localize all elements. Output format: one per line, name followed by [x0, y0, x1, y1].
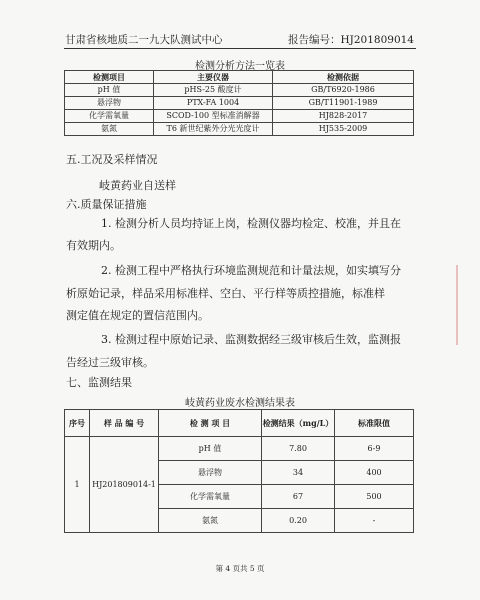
cell: HJ828-2017 [273, 110, 414, 123]
col-header: 序号 [65, 410, 90, 437]
cell: HJ535-2009 [273, 123, 414, 136]
report-number: 报告编号：HJ201809014 [288, 34, 414, 46]
org-name: 甘肃省核地质二一九大队测试中心 [65, 34, 223, 46]
cell: 400 [335, 461, 414, 485]
cell: pH 值 [159, 437, 262, 461]
qa-item-3-line1: 3. 检测过程中原始记录、监测数据经三级审核后生效，监测报 [101, 333, 401, 346]
cell: 化学需氧量 [65, 110, 154, 123]
cell: 氨氮 [65, 123, 154, 136]
section-6-title: 六.质量保证措施 [66, 198, 147, 211]
cell: pH 值 [65, 84, 154, 97]
qa-item-2-line1: 2. 检测工程中严格执行环境监测规范和计量法规，如实填写分 [101, 264, 401, 277]
cell: 6-9 [335, 437, 414, 461]
cell: - [335, 509, 414, 533]
cell: 0.20 [262, 509, 335, 533]
cell: 氨氮 [159, 509, 262, 533]
table-row [65, 84, 414, 97]
cell: 悬浮物 [159, 461, 262, 485]
table-row [65, 110, 414, 123]
qa-item-2-line2: 析原始记录，样品采用标准样、空白、平行样等质控措施，标准样 [66, 287, 385, 300]
qa-item-1-line2: 有效期内。 [66, 239, 121, 252]
col-header: 样 品 编 号 [90, 410, 159, 437]
cell: 悬浮物 [65, 97, 154, 110]
cell: PTX-FA 1004 [154, 97, 273, 110]
cell: GB/T11901-1989 [273, 97, 414, 110]
cell: SCOD-100 型标准消解器 [154, 110, 273, 123]
cell: 500 [335, 485, 414, 509]
cell: 化学需氧量 [159, 485, 262, 509]
results-table [64, 409, 414, 533]
section-5-title: 五.工况及采样情况 [66, 153, 158, 166]
seal-stamp-edge [456, 265, 474, 345]
col-header: 主要仪器 [154, 71, 273, 84]
cell: 34 [262, 461, 335, 485]
seq-cell: 1 [65, 437, 90, 533]
table-row [65, 123, 414, 136]
col-header: 标准限值 [335, 410, 414, 437]
col-header: 检测项目 [65, 71, 154, 84]
methods-table [64, 70, 414, 136]
methods-caption: 检测分析方法一览表 [195, 61, 285, 72]
col-header: 检测依据 [273, 71, 414, 84]
table-row [65, 97, 414, 110]
cell: pHS-25 酸度计 [154, 84, 273, 97]
sample-id-cell: HJ201809014-1 [90, 437, 159, 533]
cell: T6 新世纪紫外分光光度计 [154, 123, 273, 136]
page-header [65, 31, 414, 47]
section-5-body: 岐黄药业自送样 [99, 179, 176, 192]
cell: 7.80 [262, 437, 335, 461]
qa-item-3-line2: 告经过三级审核。 [66, 356, 154, 369]
results-caption: 岐黄药业废水检测结果表 [185, 398, 295, 409]
section-7-title: 七、监测结果 [66, 376, 132, 389]
cell: 67 [262, 485, 335, 509]
cell: GB/T6920-1986 [273, 84, 414, 97]
table-row [65, 437, 414, 461]
page-footer: 第 4 页共 5 页 [215, 564, 265, 573]
qa-item-1-line1: 1. 检测分析人员均持证上岗，检测仪器均检定、校准，并且在 [101, 217, 401, 230]
table-header-row [65, 410, 414, 437]
col-header: 检测结果（mg/L） [262, 410, 335, 437]
qa-item-2-line3: 测定值在规定的置信范围内。 [66, 309, 209, 322]
col-header: 检 测 项 目 [159, 410, 262, 437]
header-rule [64, 48, 416, 49]
table-header-row [65, 71, 414, 84]
